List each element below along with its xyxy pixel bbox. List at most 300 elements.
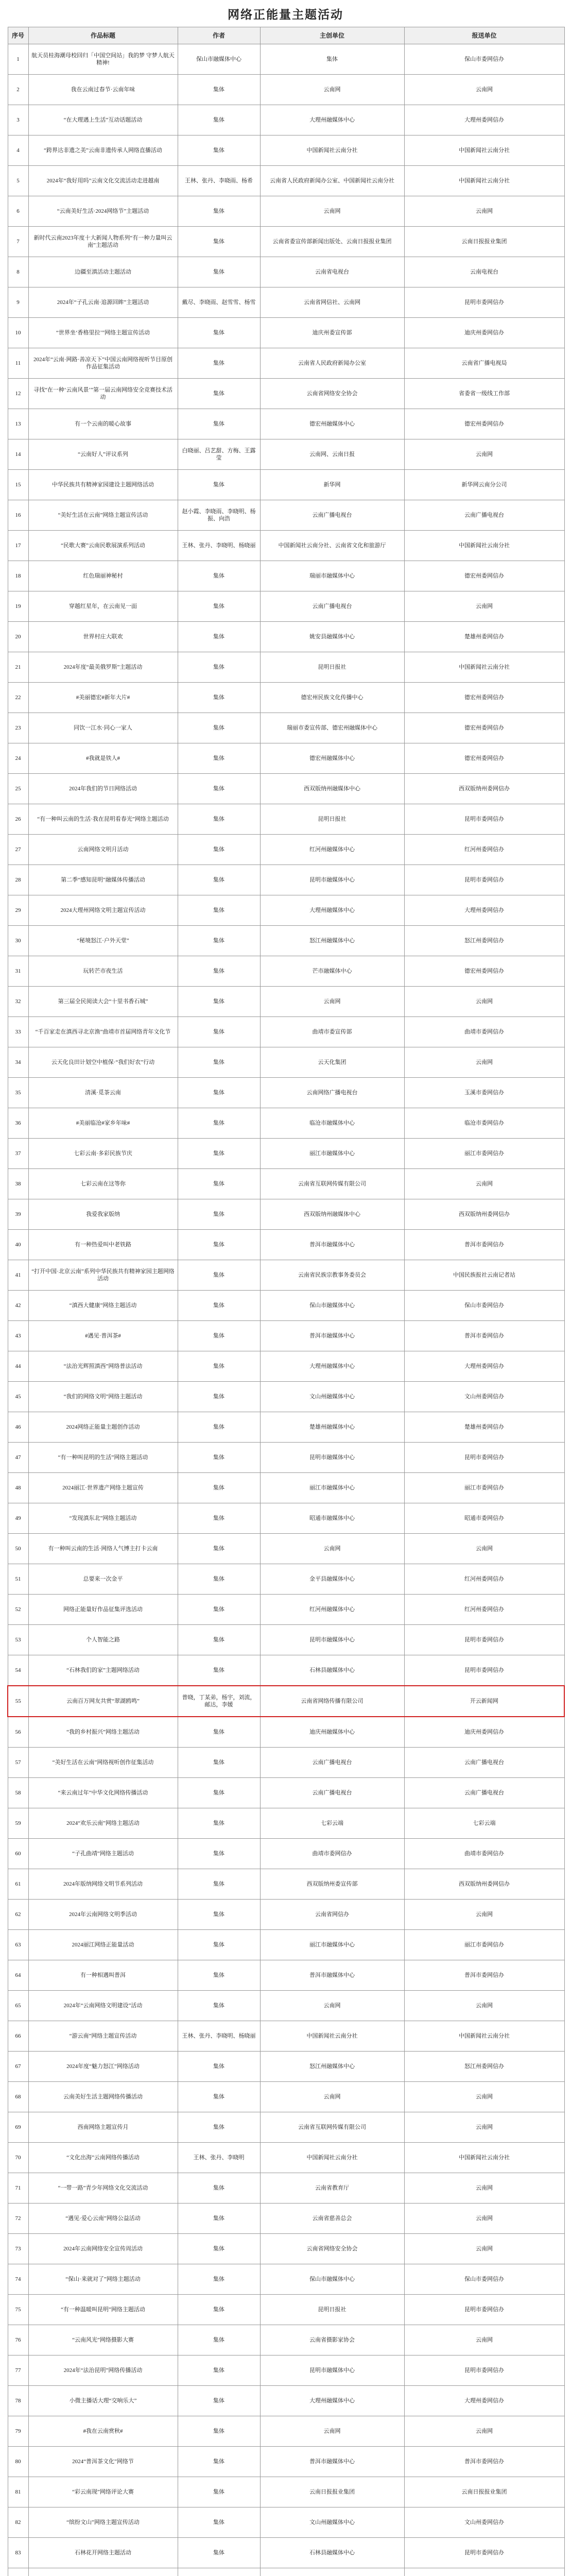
cell-submitting-unit: 怒江州委网信办 <box>404 2052 564 2082</box>
cell-index: 30 <box>8 926 28 956</box>
cell-author: 集体 <box>178 1595 260 1625</box>
cell-organizer: 迪庆州委宣传部 <box>260 318 404 348</box>
cell-index: 73 <box>8 2234 28 2264</box>
table-row <box>8 2264 564 2295</box>
table-row <box>8 1291 564 1321</box>
cell-organizer: 云南网、云南日报 <box>260 439 404 470</box>
table-row <box>8 287 564 318</box>
cell-index: 63 <box>8 1930 28 1960</box>
cell-index: 56 <box>8 1717 28 1748</box>
cell-title: #美丽临沧#家乡年味# <box>28 1108 178 1139</box>
activity-table <box>7 27 565 2576</box>
table-row <box>8 1748 564 1778</box>
table-row <box>8 75 564 105</box>
cell-index: 37 <box>8 1139 28 1169</box>
cell-author: 集体 <box>178 1139 260 1169</box>
cell-organizer: 金平县融媒体中心 <box>260 1564 404 1595</box>
cell-index: 72 <box>8 2204 28 2234</box>
header-title: 作品标题 <box>28 27 178 44</box>
cell-submitting-unit: 云南网 <box>404 2204 564 2234</box>
cell-submitting-unit: 德宏州委网信办 <box>404 713 564 743</box>
table-row <box>8 1655 564 1686</box>
cell-submitting-unit: 中国新闻社云南分社 <box>404 2143 564 2173</box>
cell-submitting-unit: 云南广播电视台 <box>404 1778 564 1808</box>
cell-submitting-unit: 昆明市委网信办 <box>404 1625 564 1655</box>
cell-index: 77 <box>8 2355 28 2386</box>
cell-submitting-unit: 临沧市委网信办 <box>404 1108 564 1139</box>
cell-index: 20 <box>8 622 28 652</box>
table-row <box>8 500 564 531</box>
cell-index: 23 <box>8 713 28 743</box>
cell-author: 集体 <box>178 1625 260 1655</box>
cell-organizer: 云南网 <box>260 75 404 105</box>
cell-author: 集体 <box>178 1900 260 1930</box>
table-row <box>8 1078 564 1108</box>
cell-organizer: 云南省教育厅 <box>260 2173 404 2204</box>
cell-organizer: 云南省摄影家协会 <box>260 2325 404 2355</box>
cell-author: 集体 <box>178 1382 260 1412</box>
cell-title: “云南风光”网络摄影大赛 <box>28 2325 178 2355</box>
table-row <box>8 196 564 227</box>
cell-submitting-unit: 大理州委网信办 <box>404 895 564 926</box>
cell-submitting-unit: 文山州委网信办 <box>404 1382 564 1412</box>
table-row <box>8 318 564 348</box>
cell-submitting-unit: 昆明市委网信办 <box>404 287 564 318</box>
cell-index: 74 <box>8 2264 28 2295</box>
cell-organizer: 石林县融媒体中心 <box>260 2538 404 2568</box>
cell-organizer: 大理州融媒体中心 <box>260 1351 404 1382</box>
cell-index: 5 <box>8 166 28 196</box>
cell-index: 36 <box>8 1108 28 1139</box>
cell-author: 集体 <box>178 1473 260 1503</box>
cell-organizer: 昆明市融媒体中心 <box>260 2355 404 2386</box>
table-row <box>8 2173 564 2204</box>
cell-title: 2024大理州网络文明主题宣传活动 <box>28 895 178 926</box>
table-row <box>8 1108 564 1139</box>
cell-submitting-unit: 七彩云端 <box>404 1808 564 1839</box>
cell-submitting-unit: 云南网 <box>404 2173 564 2204</box>
table-row <box>8 1839 564 1869</box>
cell-index: 32 <box>8 987 28 1017</box>
cell-title: “文化出海”云南网络传播活动 <box>28 2143 178 2173</box>
cell-index: 43 <box>8 1321 28 1351</box>
table-row <box>8 774 564 804</box>
cell-index: 21 <box>8 652 28 683</box>
table-row <box>8 743 564 774</box>
cell-organizer: 普洱市融媒体中心 <box>260 2447 404 2477</box>
cell-index: 35 <box>8 1078 28 1108</box>
cell-title: 个人智能之路 <box>28 1625 178 1655</box>
cell-title: 七彩云南在这等你 <box>28 1169 178 1199</box>
cell-index: 57 <box>8 1748 28 1778</box>
cell-submitting-unit: 西双版纳州委网信办 <box>404 1869 564 1900</box>
cell-author: 集体 <box>178 2447 260 2477</box>
cell-submitting-unit: 云南网 <box>404 1534 564 1564</box>
cell-title <box>28 2568 178 2576</box>
cell-title: 有一个云南的暖心故事 <box>28 409 178 439</box>
cell-author: 集体 <box>178 2173 260 2204</box>
cell-title: 西南网络主题宣传月 <box>28 2112 178 2143</box>
cell-organizer: 昆明市融媒体中心 <box>260 865 404 895</box>
cell-organizer: 保山市融媒体中心 <box>260 2264 404 2295</box>
cell-submitting-unit: 普洱市委网信办 <box>404 2447 564 2477</box>
table-row <box>8 1808 564 1839</box>
cell-submitting-unit: 迪庆州委网信办 <box>404 318 564 348</box>
cell-author: 集体 <box>178 956 260 987</box>
cell-submitting-unit: 曲靖市委网信办 <box>404 1017 564 1047</box>
cell-author: 集体 <box>178 591 260 622</box>
table-row <box>8 1960 564 1991</box>
cell-submitting-unit: 玉溪市委网信办 <box>404 1078 564 1108</box>
cell-submitting-unit: 大理州委网信办 <box>404 2386 564 2416</box>
cell-author: 集体 <box>178 1291 260 1321</box>
cell-submitting-unit: 楚雄州委网信办 <box>404 1412 564 1443</box>
table-row <box>8 835 564 865</box>
cell-author: 集体 <box>178 1503 260 1534</box>
cell-title: 同饮一江水·同心一家人 <box>28 713 178 743</box>
cell-author: 集体 <box>178 2416 260 2447</box>
cell-author <box>178 2568 260 2576</box>
table-row <box>8 2416 564 2447</box>
table-row <box>8 2021 564 2052</box>
cell-organizer: 云南网 <box>260 2082 404 2112</box>
cell-organizer: 云南省网络安全协会 <box>260 2234 404 2264</box>
cell-index: 39 <box>8 1199 28 1230</box>
cell-organizer: 文山州融媒体中心 <box>260 1382 404 1412</box>
header-author: 作者 <box>178 27 260 44</box>
cell-index <box>8 2568 28 2576</box>
cell-submitting-unit: 昆明市委网信办 <box>404 804 564 835</box>
cell-author: 集体 <box>178 2507 260 2538</box>
cell-submitting-unit: 云南网 <box>404 196 564 227</box>
cell-organizer: 迪庆州融媒体中心 <box>260 1717 404 1748</box>
cell-title: “有一种温暖叫昆明”网络主题活动 <box>28 2295 178 2325</box>
table-row <box>8 2386 564 2416</box>
cell-submitting-unit: 保山市委网信办 <box>404 2264 564 2295</box>
cell-title: “一带一路”青少年网络文化交流活动 <box>28 2173 178 2204</box>
cell-submitting-unit: 云南网 <box>404 1991 564 2021</box>
cell-submitting-unit: 云南电视台 <box>404 257 564 287</box>
cell-organizer: 德宏州民族文化传播中心 <box>260 683 404 713</box>
cell-submitting-unit: 云南日报报业集团 <box>404 227 564 257</box>
cell-index: 33 <box>8 1017 28 1047</box>
cell-index: 46 <box>8 1412 28 1443</box>
cell-organizer: 大理州融媒体中心 <box>260 105 404 135</box>
cell-author: 集体 <box>178 257 260 287</box>
cell-organizer: 云南网络广播电视台 <box>260 1078 404 1108</box>
table-row <box>8 1869 564 1900</box>
cell-title: “遇见·爱心云南”网络公益活动 <box>28 2204 178 2234</box>
cell-index: 64 <box>8 1960 28 1991</box>
cell-submitting-unit: 中国新闻社云南分社 <box>404 135 564 166</box>
cell-organizer: 中国新闻社云南分社 <box>260 2021 404 2052</box>
cell-title: 红色瑞丽神秘村 <box>28 561 178 591</box>
cell-author: 集体 <box>178 379 260 409</box>
cell-index: 2 <box>8 75 28 105</box>
cell-submitting-unit: 云南网 <box>404 2325 564 2355</box>
cell-title: 2024年“云南·网路·善凉天下”中国云南网络视听节目原创作品征集活动 <box>28 348 178 379</box>
cell-submitting-unit: 丽江市委网信办 <box>404 1473 564 1503</box>
cell-organizer: 西双版纳州融媒体中心 <box>260 1199 404 1230</box>
cell-title: 穿越红星年，在云南见一面 <box>28 591 178 622</box>
cell-title: 2024网络正能量主题创作活动 <box>28 1412 178 1443</box>
cell-submitting-unit: 丽江市委网信办 <box>404 1930 564 1960</box>
cell-title: “游云南”网络主题宣传活动 <box>28 2021 178 2052</box>
cell-index: 18 <box>8 561 28 591</box>
cell-title: “滇西大健康”网络主题活动 <box>28 1291 178 1321</box>
cell-organizer: 丽江市融媒体中心 <box>260 1473 404 1503</box>
cell-index: 31 <box>8 956 28 987</box>
cell-author: 集体 <box>178 1108 260 1139</box>
cell-title: 云南网络文明月活动 <box>28 835 178 865</box>
table-row <box>8 652 564 683</box>
cell-title: 世界村庄大联欢 <box>28 622 178 652</box>
cell-author: 集体 <box>178 683 260 713</box>
cell-submitting-unit: 云南网 <box>404 2416 564 2447</box>
cell-organizer: 楚雄州融媒体中心 <box>260 1412 404 1443</box>
cell-organizer: 普洱市融媒体中心 <box>260 1230 404 1260</box>
cell-index: 55 <box>8 1686 28 1717</box>
cell-submitting-unit: 新华网云南分公司 <box>404 470 564 500</box>
cell-submitting-unit: 中国民族报社云南记者站 <box>404 1260 564 1291</box>
table-row <box>8 227 564 257</box>
cell-title: 2024年“子孔云南·追源回眸”主题活动 <box>28 287 178 318</box>
cell-title: 边疆至滇活动主题活动 <box>28 257 178 287</box>
cell-organizer: 中国新闻社云南分社 <box>260 135 404 166</box>
table-row <box>8 1260 564 1291</box>
cell-author: 王林、张丹、李晓明、杨晓丽 <box>178 531 260 561</box>
cell-submitting-unit: 保山市委网信办 <box>404 44 564 75</box>
table-row-highlighted <box>8 1686 564 1717</box>
cell-organizer: 云南广播电视台 <box>260 500 404 531</box>
cell-index: 69 <box>8 2112 28 2143</box>
cell-index: 78 <box>8 2386 28 2416</box>
table-row <box>8 105 564 135</box>
cell-title: “有一种叫昆明的生活”网络主题活动 <box>28 1443 178 1473</box>
cell-index: 50 <box>8 1534 28 1564</box>
cell-submitting-unit: 中国新闻社云南分社 <box>404 2021 564 2052</box>
table-row <box>8 1351 564 1382</box>
cell-submitting-unit: 云南网 <box>404 2082 564 2112</box>
header-index: 序号 <box>8 27 28 44</box>
cell-organizer: 石林县融媒体中心 <box>260 1655 404 1686</box>
table-row <box>8 1503 564 1534</box>
cell-index: 13 <box>8 409 28 439</box>
cell-title: 有一种相遇叫普洱 <box>28 1960 178 1991</box>
cell-author: 集体 <box>178 318 260 348</box>
table-row <box>8 2234 564 2264</box>
cell-organizer: 七彩云端 <box>260 1808 404 1839</box>
cell-organizer: 红河州融媒体中心 <box>260 835 404 865</box>
cell-author: 集体 <box>178 1717 260 1748</box>
cell-title: 寻找“在一种‘云南风景’”第一届云南网络安全竞赛技术活动 <box>28 379 178 409</box>
cell-submitting-unit: 昆明市委网信办 <box>404 2295 564 2325</box>
cell-index: 52 <box>8 1595 28 1625</box>
cell-author: 集体 <box>178 1260 260 1291</box>
cell-author: 集体 <box>178 1078 260 1108</box>
cell-index: 47 <box>8 1443 28 1473</box>
cell-submitting-unit: 曲靖市委网信办 <box>404 1839 564 1869</box>
cell-author: 普晓，丁某弟，杨宇，刘流，邮达，李媛 <box>178 1686 260 1717</box>
table-row <box>8 2112 564 2143</box>
cell-organizer: 中国新闻社云南分社、云南省文化和旅游厅 <box>260 531 404 561</box>
cell-index: 62 <box>8 1900 28 1930</box>
cell-submitting-unit: 昆明市委网信办 <box>404 865 564 895</box>
cell-organizer: 丽江市融媒体中心 <box>260 1930 404 1960</box>
cell-author: 集体 <box>178 652 260 683</box>
cell-title: 2024年云南网络安全宣传周活动 <box>28 2234 178 2264</box>
cell-index: 17 <box>8 531 28 561</box>
table-header-row <box>8 27 564 44</box>
cell-title: “发现滇东北”网络主题活动 <box>28 1503 178 1534</box>
cell-index: 14 <box>8 439 28 470</box>
cell-author: 集体 <box>178 2477 260 2507</box>
cell-organizer: 云南省网络安全协会 <box>260 379 404 409</box>
cell-index: 67 <box>8 2052 28 2082</box>
cell-title: 2024年“法治昆明”网络传播活动 <box>28 2355 178 2386</box>
cell-author: 集体 <box>178 622 260 652</box>
cell-author: 集体 <box>178 1839 260 1869</box>
table-row <box>8 713 564 743</box>
cell-title: 我在云南过春节·云南年味 <box>28 75 178 105</box>
cell-author: 集体 <box>178 135 260 166</box>
table-row <box>8 379 564 409</box>
cell-title: “保山·来就对了”网络主题活动 <box>28 2264 178 2295</box>
cell-submitting-unit: 普洱市委网信办 <box>404 1960 564 1991</box>
cell-submitting-unit: 云南网 <box>404 1900 564 1930</box>
cell-author: 集体 <box>178 470 260 500</box>
cell-index: 22 <box>8 683 28 713</box>
cell-author: 集体 <box>178 1017 260 1047</box>
cell-author: 集体 <box>178 2355 260 2386</box>
cell-submitting-unit: 德宏州委网信办 <box>404 956 564 987</box>
cell-author: 戴尽、李晓雨、赵雪雪、杨雪 <box>178 287 260 318</box>
table-row <box>8 44 564 75</box>
cell-title: 2024年“我好用吗”云南文化交流活动走进越南 <box>28 166 178 196</box>
table-row <box>8 956 564 987</box>
table-row <box>8 591 564 622</box>
cell-index: 28 <box>8 865 28 895</box>
cell-index: 29 <box>8 895 28 926</box>
cell-author: 王林、张丹、李晓雨、杨希 <box>178 166 260 196</box>
cell-submitting-unit: 普洱市委网信办 <box>404 1321 564 1351</box>
table-row <box>8 2538 564 2568</box>
cell-organizer: 西双版纳州委宣传部 <box>260 1869 404 1900</box>
table-row <box>8 257 564 287</box>
table-row <box>8 895 564 926</box>
cell-author: 集体 <box>178 835 260 865</box>
cell-organizer: 云南省互联网传媒有限公司 <box>260 2112 404 2143</box>
table-row <box>8 2325 564 2355</box>
cell-title: 小微主播话大理“交响乐大” <box>28 2386 178 2416</box>
table-row <box>8 470 564 500</box>
cell-index: 75 <box>8 2295 28 2325</box>
table-row <box>8 804 564 835</box>
cell-organizer: 丽江市融媒体中心 <box>260 1139 404 1169</box>
cell-submitting-unit: 云南网 <box>404 75 564 105</box>
table-row <box>8 1991 564 2021</box>
cell-submitting-unit: 丽江市委网信办 <box>404 1139 564 1169</box>
cell-submitting-unit: 云南网 <box>404 1047 564 1078</box>
table-row <box>8 1443 564 1473</box>
cell-organizer: 云南省网络传播有限公司 <box>260 1686 404 1717</box>
cell-organizer: 昆明日报社 <box>260 2295 404 2325</box>
cell-organizer: 云南网 <box>260 2416 404 2447</box>
cell-organizer: 云南省慈善总会 <box>260 2204 404 2234</box>
cell-submitting-unit: 红河州委网信办 <box>404 1595 564 1625</box>
cell-index: 42 <box>8 1291 28 1321</box>
cell-author: 集体 <box>178 2325 260 2355</box>
cell-organizer: 德宏州融媒体中心 <box>260 409 404 439</box>
cell-title: “我们的网络文明”网络主题活动 <box>28 1382 178 1412</box>
cell-submitting-unit: 云南网 <box>404 439 564 470</box>
cell-organizer: 怒江州融媒体中心 <box>260 926 404 956</box>
cell-index: 19 <box>8 591 28 622</box>
cell-author: 集体 <box>178 227 260 257</box>
cell-organizer: 文山州融媒体中心 <box>260 2507 404 2538</box>
cell-submitting-unit: 昆明市委网信办 <box>404 2355 564 2386</box>
cell-author: 集体 <box>178 713 260 743</box>
table-row <box>8 1230 564 1260</box>
cell-index: 9 <box>8 287 28 318</box>
cell-index: 68 <box>8 2082 28 2112</box>
cell-organizer: 昭通市融媒体中心 <box>260 1503 404 1534</box>
table-row <box>8 2204 564 2234</box>
cell-organizer: 云南广播电视台 <box>260 1748 404 1778</box>
cell-author: 集体 <box>178 2204 260 2234</box>
cell-submitting-unit: 大理州委网信办 <box>404 1351 564 1382</box>
cell-index: 44 <box>8 1351 28 1382</box>
table-row <box>8 1625 564 1655</box>
cell-title: “云南美好生活·2024网络节”主题活动 <box>28 196 178 227</box>
cell-index: 80 <box>8 2447 28 2477</box>
cell-title: “美好生活在云南”网络主题宣传活动 <box>28 500 178 531</box>
cell-submitting-unit <box>404 2568 564 2576</box>
cell-title: 2024丽江·世界遗产网络主题宣传 <box>28 1473 178 1503</box>
cell-index: 24 <box>8 743 28 774</box>
cell-author: 集体 <box>178 1230 260 1260</box>
table-row <box>8 2507 564 2538</box>
cell-author: 集体 <box>178 1748 260 1778</box>
cell-author: 白晓丽、吕艺甜、方梅、王露莹 <box>178 439 260 470</box>
cell-title: “来云南过年”中华文化网络传播活动 <box>28 1778 178 1808</box>
cell-submitting-unit: 云南广播电视台 <box>404 500 564 531</box>
cell-submitting-unit: 文山州委网信办 <box>404 2507 564 2538</box>
cell-submitting-unit: 云南网 <box>404 591 564 622</box>
cell-organizer: 红河州融媒体中心 <box>260 1595 404 1625</box>
cell-title: 2024年度“最美俄罗斯”主题活动 <box>28 652 178 683</box>
cell-author: 集体 <box>178 2234 260 2264</box>
cell-title: “跨界达非遗之美”云南非遗传承人网络直播活动 <box>28 135 178 166</box>
cell-author: 集体 <box>178 926 260 956</box>
header-organizer: 主创单位 <box>260 27 404 44</box>
cell-submitting-unit: 红河州委网信办 <box>404 835 564 865</box>
cell-organizer: 昆明日报社 <box>260 804 404 835</box>
cell-author: 集体 <box>178 895 260 926</box>
cell-organizer: 怒江州融媒体中心 <box>260 2052 404 2082</box>
cell-author: 集体 <box>178 774 260 804</box>
cell-title: “民歌大赛”云南民歌展演系列活动 <box>28 531 178 561</box>
cell-title: 2024年我们的节日网络活动 <box>28 774 178 804</box>
cell-submitting-unit: 云南网 <box>404 1169 564 1199</box>
table-row <box>8 1139 564 1169</box>
cell-author: 王林、张丹、李晓明 <box>178 2143 260 2173</box>
cell-organizer: 普洱市融媒体中心 <box>260 1321 404 1351</box>
cell-organizer: 云南省互联网传媒有限公司 <box>260 1169 404 1199</box>
cell-submitting-unit: 保山市委网信办 <box>404 1291 564 1321</box>
cell-organizer <box>260 2568 404 2576</box>
cell-organizer: 云南省网信社、云南网 <box>260 287 404 318</box>
